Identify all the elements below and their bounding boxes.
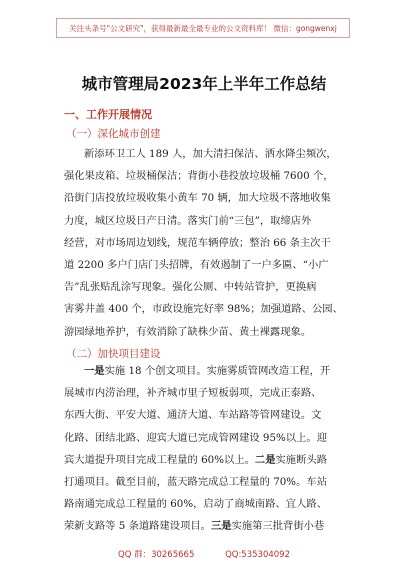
subsection-heading-2: （二）加快项目建设 [66,348,161,360]
text-line: 宾大道提升项目完成工程量的 60%以上。二是实施断头路 [64,453,327,466]
promo-banner: 关注头条号"公文研究"，获得最新最全最专业的公文资料库！ 微信：gongwenxj [56,18,350,38]
text-line: 力度，城区垃圾日产日清。落实门前“三包”，取缔店外 [64,214,312,227]
section-heading: 一、工作开展情况 [64,108,152,121]
text-line: 强化果皮箱、垃圾桶保洁；背街小巷投放垃圾桶 7600 个， [64,170,334,183]
page-footer [0,548,408,560]
text-line: 道 2200 多户门店门头招牌，有效遏制了一户多匾、“小广 [64,258,329,271]
document-title: 城市管理局2023年上半年工作总结 [81,75,327,93]
text-line: 路南通完成总工程量的 60%，启动了商城南路、宜人路、 [64,498,327,511]
text-line: 经营，对市场周边划线，规范车辆停放；整治 66 条主次干 [64,236,331,249]
text-line: 打通项目。截至目前，蓝天路完成总工程量的 70%。车站 [64,475,327,488]
text-line: 告”乱张贴乱涂写现象。强化公厕、中转站管护，更换病 [64,281,317,294]
paragraph-2 [64,360,354,538]
text-line: 新添环卫工人 189 人，加大清扫保洁、洒水降尘频次， [84,148,337,160]
text-line: 游园绿地养护，有效消除了缺株少苗、黄土裸露现象。 [64,325,312,338]
footer-qq-group: QQ 群：30265665 [118,550,195,560]
text-line: 东西大街、平安大道、通济大道、车站路等管网建设。文 [64,409,322,422]
text-line: 荣新支路等 5 条道路建设项目。三是实施第三批背街小巷 [64,520,325,533]
paragraph-1 [64,143,354,343]
text-line: 一是实施 18 个创文项目。实施雾质管网改造工程，开 [84,365,331,377]
text-line: 害雾井盖 400 个，市政设施完好率 98%；加强道路、公园、 [64,303,343,316]
subsection-heading-1: （一）深化城市创建 [66,128,161,140]
text-line: 展城市内涝治理，补齐城市里子短板弱项，完成正泰路、 [64,387,322,400]
text-line: 沿街门店投放垃圾收集小黄车 70 辆，加大垃圾不落地收集 [64,192,331,205]
footer-qq: QQ:535304092 [225,550,290,560]
text-line: 化路、团结北路、迎宾大道已完成管网建设 95%以上。迎 [64,431,327,444]
